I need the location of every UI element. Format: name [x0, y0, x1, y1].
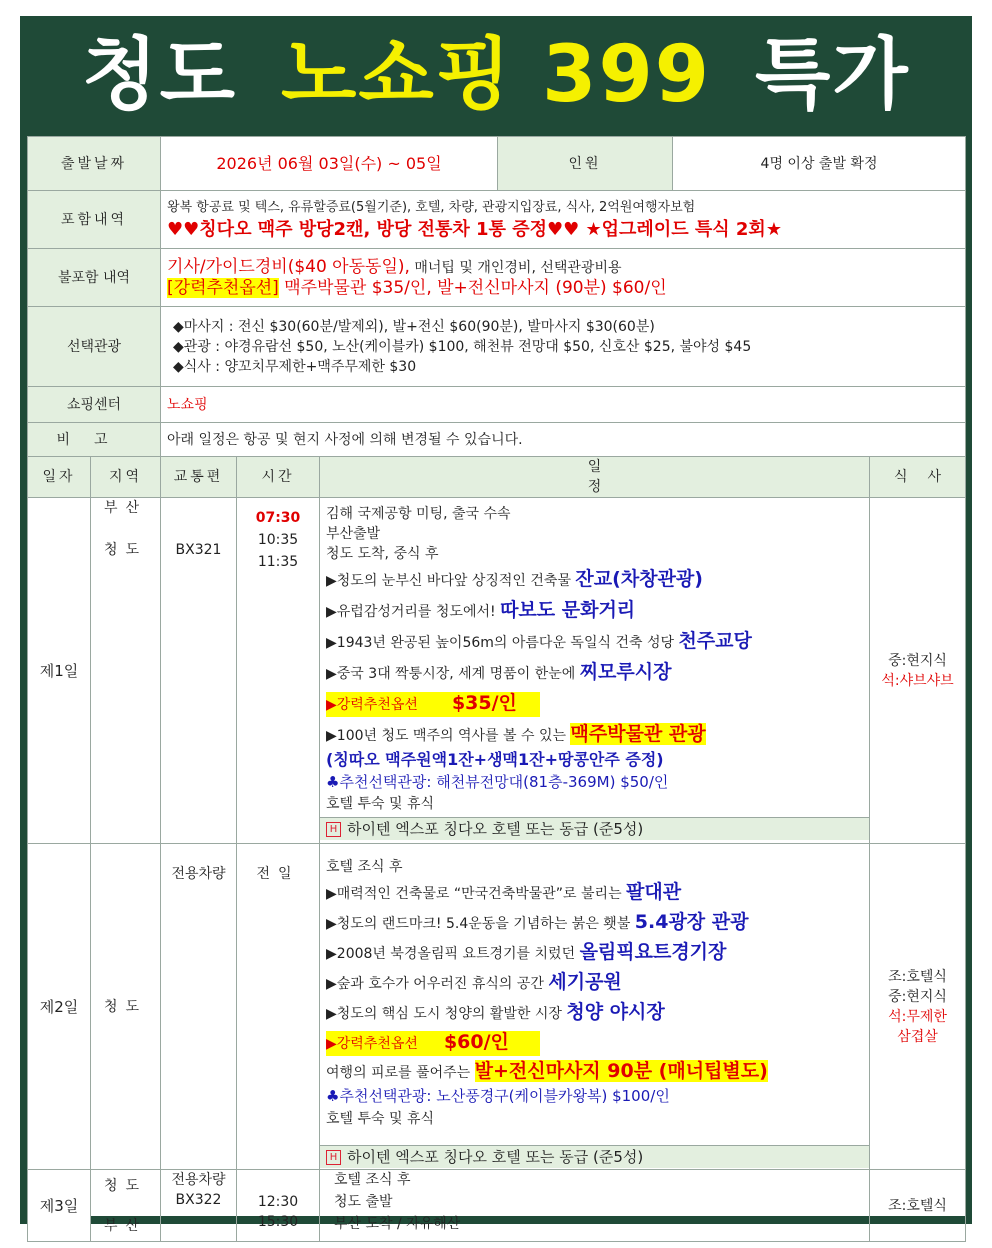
- day1-row: [28, 498, 966, 844]
- day3-line: 부산 도착 / 자유해산: [334, 1216, 461, 1232]
- people-value: 4명 이상 출발 확정: [673, 137, 966, 191]
- day1-schedule: [320, 498, 870, 844]
- day1-transport: BX321: [161, 498, 237, 844]
- depart-label: 출발날짜: [28, 137, 161, 191]
- exclude-red1: 기사/가이드경비($40 아동동일),: [167, 257, 410, 277]
- hotel-h-icon: H: [326, 1150, 341, 1165]
- day3-region-from: 청도: [103, 1177, 148, 1194]
- day3-transport-flight: BX322: [175, 1192, 222, 1208]
- day2-line: ▶청도의 핵심 도시 청양의 활발한 시장 청양 야시장: [326, 1001, 665, 1023]
- exclude-cell: [161, 249, 966, 307]
- day2-label: 제2일: [28, 844, 91, 1170]
- header-meal: 식사: [870, 457, 966, 498]
- day1-region-to: 청도: [103, 542, 148, 558]
- day1-line: ▶청도의 눈부신 바다앞 상징적인 건축물 잔교(차창관광): [326, 568, 703, 590]
- day3-region-to: 부산: [103, 1217, 148, 1234]
- day2-line: 호텔 투숙 및 휴식: [326, 1111, 435, 1127]
- day2-meal: [870, 844, 966, 1170]
- day1-time1: 07:30: [255, 510, 301, 526]
- day1-region: [91, 498, 161, 844]
- exclude-highlight: [강력추천옵션]: [167, 278, 279, 298]
- day2-line: ▶2008년 북경올림픽 요트경기를 치렀던 올림픽요트경기장: [326, 941, 727, 963]
- shop-label: 쇼핑센터: [28, 387, 161, 423]
- shop-value: 노쇼핑: [161, 387, 966, 423]
- option-cell: [161, 307, 966, 387]
- day2-meal-breakfast: 조:호텔식: [888, 968, 947, 985]
- day3-time2: 15:30: [257, 1214, 299, 1230]
- exclude-rest1: 매너팁 및 개인경비, 선택관광비용: [409, 260, 622, 276]
- day2-option-line: ▶강력추천옵션 $60/인: [326, 1031, 863, 1056]
- day1-line: ▶중국 3대 짝퉁시장, 세계 명품이 한눈에 찌모루시장: [326, 661, 672, 683]
- day3-transport: [161, 1170, 237, 1242]
- day1-region-from: 부산: [103, 500, 148, 516]
- day3-line: 호텔 조식 후: [334, 1172, 411, 1188]
- day1-time2: 10:35: [257, 532, 299, 548]
- day2-line: ▶숲과 호수가 어우러진 휴식의 공간 세기공원: [326, 971, 622, 993]
- day1-meal: [870, 498, 966, 844]
- day2-meal-dinner: 석:무제한: [888, 1008, 947, 1025]
- page-title: [20, 16, 972, 134]
- note-label: 비고: [28, 423, 161, 457]
- option-label: 선택관광: [28, 307, 161, 387]
- day1-line: ▶1943년 완공된 높이56m의 아름다운 독일식 건축 성당 천주교당: [326, 630, 752, 652]
- header-region: 지역: [91, 457, 161, 498]
- day2-meal-lunch: 중:현지식: [888, 988, 947, 1005]
- day3-schedule: [320, 1170, 870, 1242]
- day1-line: ♣추천선택관광: 해천뷰전망대(81층-369M) $50/인: [326, 773, 669, 791]
- poster-frame: [20, 16, 972, 1234]
- exclude-red2: 맥주박물관 $35/인, 발+전신마사지 (90분) $60/인: [278, 278, 667, 298]
- day1-meal-lunch: 중:현지식: [888, 652, 947, 669]
- option-line-meal: ◆식사 : 양꼬치무제한+맥주무제한 $30: [173, 358, 417, 375]
- include-cell: [161, 191, 966, 249]
- itinerary-sheet: [27, 136, 965, 1234]
- day2-line: ♣추천선택관광: 노산풍경구(케이블카왕복) $100/인: [326, 1087, 670, 1105]
- day2-line: ▶매력적인 건축물로 “만국건축박물관”로 불리는 팔대관: [326, 881, 682, 903]
- day1-meal-dinner: 석:샤브샤브: [881, 672, 954, 689]
- day1-option-line: ▶강력추천옵션 $35/인: [326, 692, 863, 717]
- day1-line: 청도 도착, 중식 후: [326, 546, 439, 562]
- info-table: [27, 136, 966, 1242]
- day1-line: ▶100년 청도 맥주의 역사를 볼 수 있는 맥주박물관 관광: [326, 723, 706, 745]
- hotel-h-icon: H: [326, 822, 341, 837]
- day3-time1: 12:30: [257, 1194, 299, 1210]
- day1-times: [237, 498, 320, 844]
- include-line2: ♥♥칭다오 맥주 방당2캔, 방당 전통차 1통 증정♥♥ ★업그레이드 특식 2회★: [167, 218, 782, 240]
- people-label: 인원: [498, 137, 673, 191]
- depart-value: 2026년 06월 03일(수) ~ 05일: [161, 137, 498, 191]
- day2-meal-dinner-detail: 삼겹살: [897, 1028, 938, 1045]
- option-line-massage: ◆마사지 : 전신 $30(60분/발제외), 발+전신 $60(90분), 발마사지 $30(60분): [173, 318, 655, 335]
- header-day: 일자: [28, 457, 91, 498]
- header-transport: 교통편: [161, 457, 237, 498]
- day3-region: [91, 1170, 161, 1242]
- option-line-tour: ◆관광 : 야경유람선 $50, 노산(케이블카) $100, 해천뷰 전망대 $50, 신호산 $25, 불야성 $45: [173, 338, 752, 355]
- day1-line: (칭따오 맥주원액1잔+생맥1잔+땅콩안주 증정): [326, 750, 664, 769]
- day2-row: [28, 844, 966, 1170]
- day3-transport-bus: 전용차량: [171, 1172, 226, 1188]
- day2-region: 청도: [91, 844, 161, 1170]
- day1-line: ▶유럽감성거리를 청도에서! 따보도 문화거리: [326, 599, 636, 621]
- day3-times: [237, 1170, 320, 1242]
- header-time: 시간: [237, 457, 320, 498]
- day2-transport: 전용차량: [161, 844, 237, 1170]
- day1-time3: 11:35: [257, 554, 299, 570]
- day2-line: 호텔 조식 후: [326, 859, 403, 875]
- day1-line: 김해 국제공항 미팅, 출국 수속: [326, 506, 511, 522]
- exclude-label: 불포함 내역: [28, 249, 161, 307]
- day1-line: 부산출발: [326, 526, 381, 542]
- include-label: 포함내역: [28, 191, 161, 249]
- day2-line: 여행의 피로를 풀어주는 발+전신마사지 90분 (매너팁별도): [326, 1060, 768, 1082]
- day3-meal: 조:호텔식: [870, 1170, 966, 1242]
- header-schedule: 일정: [320, 457, 870, 498]
- day1-hotel: H 하이텐 엑스포 칭다오 호텔 또는 동급 (준5성): [320, 817, 869, 840]
- title-part1: 청도: [82, 30, 237, 120]
- day3-line: 청도 출발: [334, 1194, 393, 1210]
- day2-line: ▶청도의 랜드마크! 5.4운동을 기념하는 붉은 횃불 5.4광장 관광: [326, 911, 749, 933]
- include-line1: 왕복 항공료 및 텍스, 유류할증료(5월기준), 호텔, 차량, 관광지입장료, 식사, 2억원여행자보험: [167, 199, 696, 215]
- note-value: 아래 일정은 항공 및 현지 사정에 의해 변경될 수 있습니다.: [161, 423, 966, 457]
- day2-schedule: [320, 844, 870, 1170]
- day1-label: 제1일: [28, 498, 91, 844]
- day1-line: 호텔 투숙 및 휴식: [326, 796, 435, 812]
- day3-label: 제3일: [28, 1170, 91, 1242]
- title-part2: 노쇼핑 399: [280, 30, 712, 120]
- day2-hotel: H 하이텐 엑스포 칭다오 호텔 또는 동급 (준5성): [320, 1145, 869, 1168]
- day2-time: 전일: [237, 844, 320, 1170]
- day3-row: [28, 1170, 966, 1242]
- title-part3: 특가: [755, 30, 910, 120]
